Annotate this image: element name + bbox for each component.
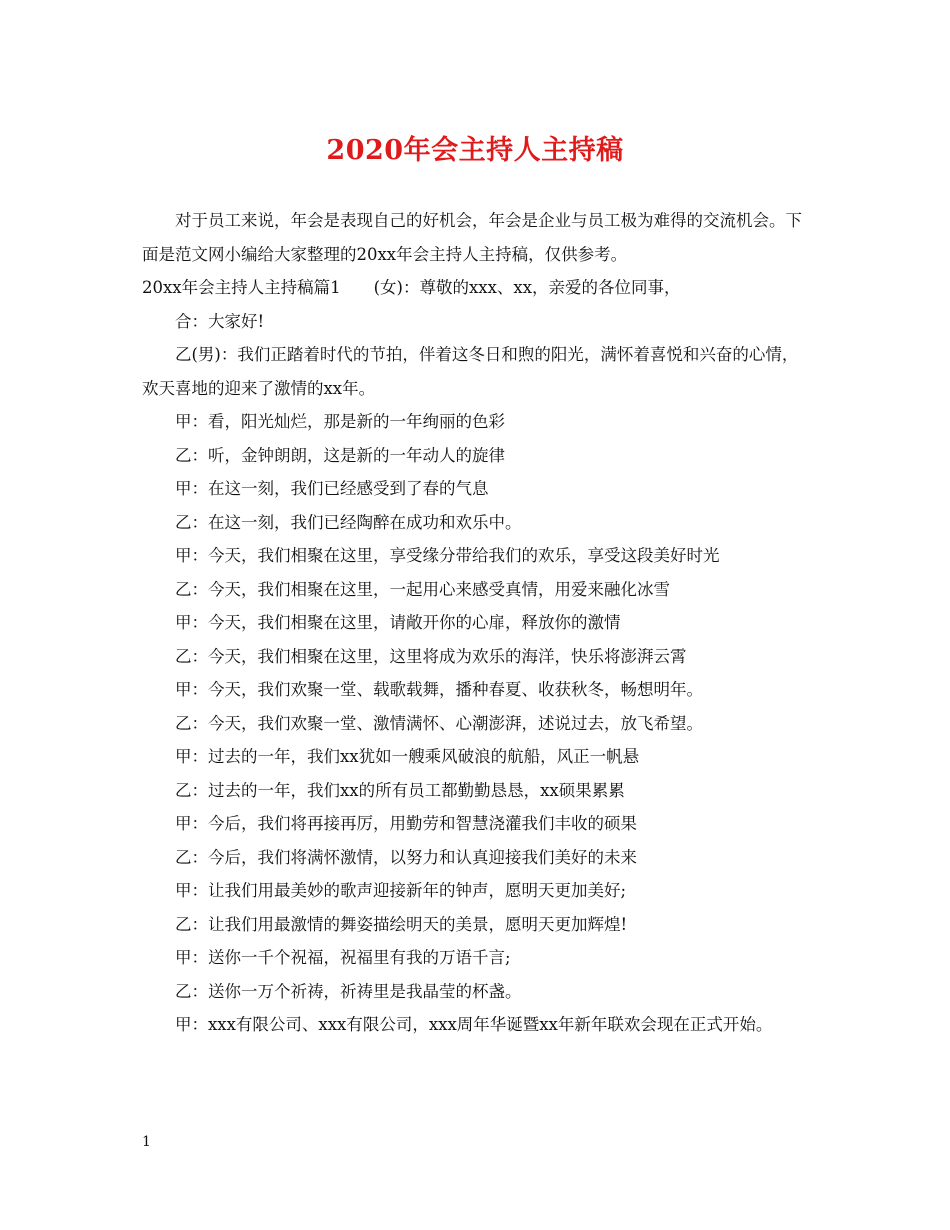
script-line: 乙：今天，我们相聚在这里，一起用心来感受真情，用爱来融化冰雪 bbox=[175, 579, 670, 599]
intro-paragraph: 对于员工来说，年会是表现自己的好机会，年会是企业与员工极为难得的交流机会。下面是范文网小编给大家整理的20xx年会主持人主持稿，仅供参考。 bbox=[142, 211, 802, 264]
script-line: 甲：送你一千个祝福，祝福里有我的万语千言; bbox=[175, 948, 511, 967]
script-line: 甲：今天，我们相聚在这里，请敞开你的心扉，释放你的激情 bbox=[175, 613, 621, 632]
script-line: 甲：过去的一年，我们xx犹如一艘乘风破浪的航船，风正一帆悬 bbox=[175, 747, 640, 766]
script-line: 合：大家好! bbox=[175, 311, 265, 331]
script-line: 乙：听，金钟朗朗，这是新的一年动人的旋律 bbox=[175, 445, 505, 465]
script-line: 乙：今天，我们欢聚一堂、激情满怀、心潮澎湃，述说过去，放飞希望。 bbox=[175, 713, 703, 733]
document-body bbox=[142, 204, 814, 1042]
page-number: 1 bbox=[142, 1134, 151, 1150]
script-line: 甲：xxx有限公司、xxx有限公司，xxx周年华诞暨xx年新年联欢会现在正式开始。 bbox=[175, 1015, 773, 1034]
script-line: 甲：今后，我们将再接再厉，用勤劳和智慧浇灌我们丰收的硕果 bbox=[175, 814, 637, 833]
script-line: 甲：在这一刻，我们已经感受到了春的气息 bbox=[175, 479, 489, 498]
script-line: 乙：让我们用最激情的舞姿描绘明天的美景，愿明天更加辉煌! bbox=[175, 914, 628, 934]
script-line: 甲：看，阳光灿烂，那是新的一年绚丽的色彩 bbox=[175, 412, 505, 431]
script-line: 乙：送你一万个祈祷，祈祷里是我晶莹的杯盏。 bbox=[175, 981, 522, 1001]
script-line: 甲：让我们用最美妙的歌声迎接新年的钟声，愿明天更加美好; bbox=[175, 881, 627, 900]
script-line: 乙：今后，我们将满怀激情，以努力和认真迎接我们美好的未来 bbox=[175, 847, 637, 867]
document-title: 2020年会主持人主持稿 bbox=[326, 135, 624, 166]
script-line: 乙：在这一刻，我们已经陶醉在成功和欢乐中。 bbox=[175, 512, 522, 532]
script-line: 甲：今天，我们相聚在这里，享受缘分带给我们的欢乐，享受这段美好时光 bbox=[175, 546, 720, 565]
script-line: 乙：过去的一年，我们xx的所有员工都勤勤恳恳，xx硕果累累 bbox=[175, 780, 625, 800]
script-line: 乙：今天，我们相聚在这里，这里将成为欢乐的海洋，快乐将澎湃云霄 bbox=[175, 646, 687, 666]
script-line: 甲：今天，我们欢聚一堂、载歌载舞，播种春夏、收获秋冬，畅想明年。 bbox=[175, 680, 703, 699]
article-heading-line: 20xx年会主持人主持稿篇1 (女)：尊敬的xxx、xx，亲爱的各位同事， bbox=[142, 278, 681, 297]
script-line: 乙(男)：我们正踏着时代的节拍，伴着这冬日和煦的阳光，满怀着喜悦和兴奋的心情，欢天喜地的迎来了激情的xx年。 bbox=[142, 345, 799, 398]
